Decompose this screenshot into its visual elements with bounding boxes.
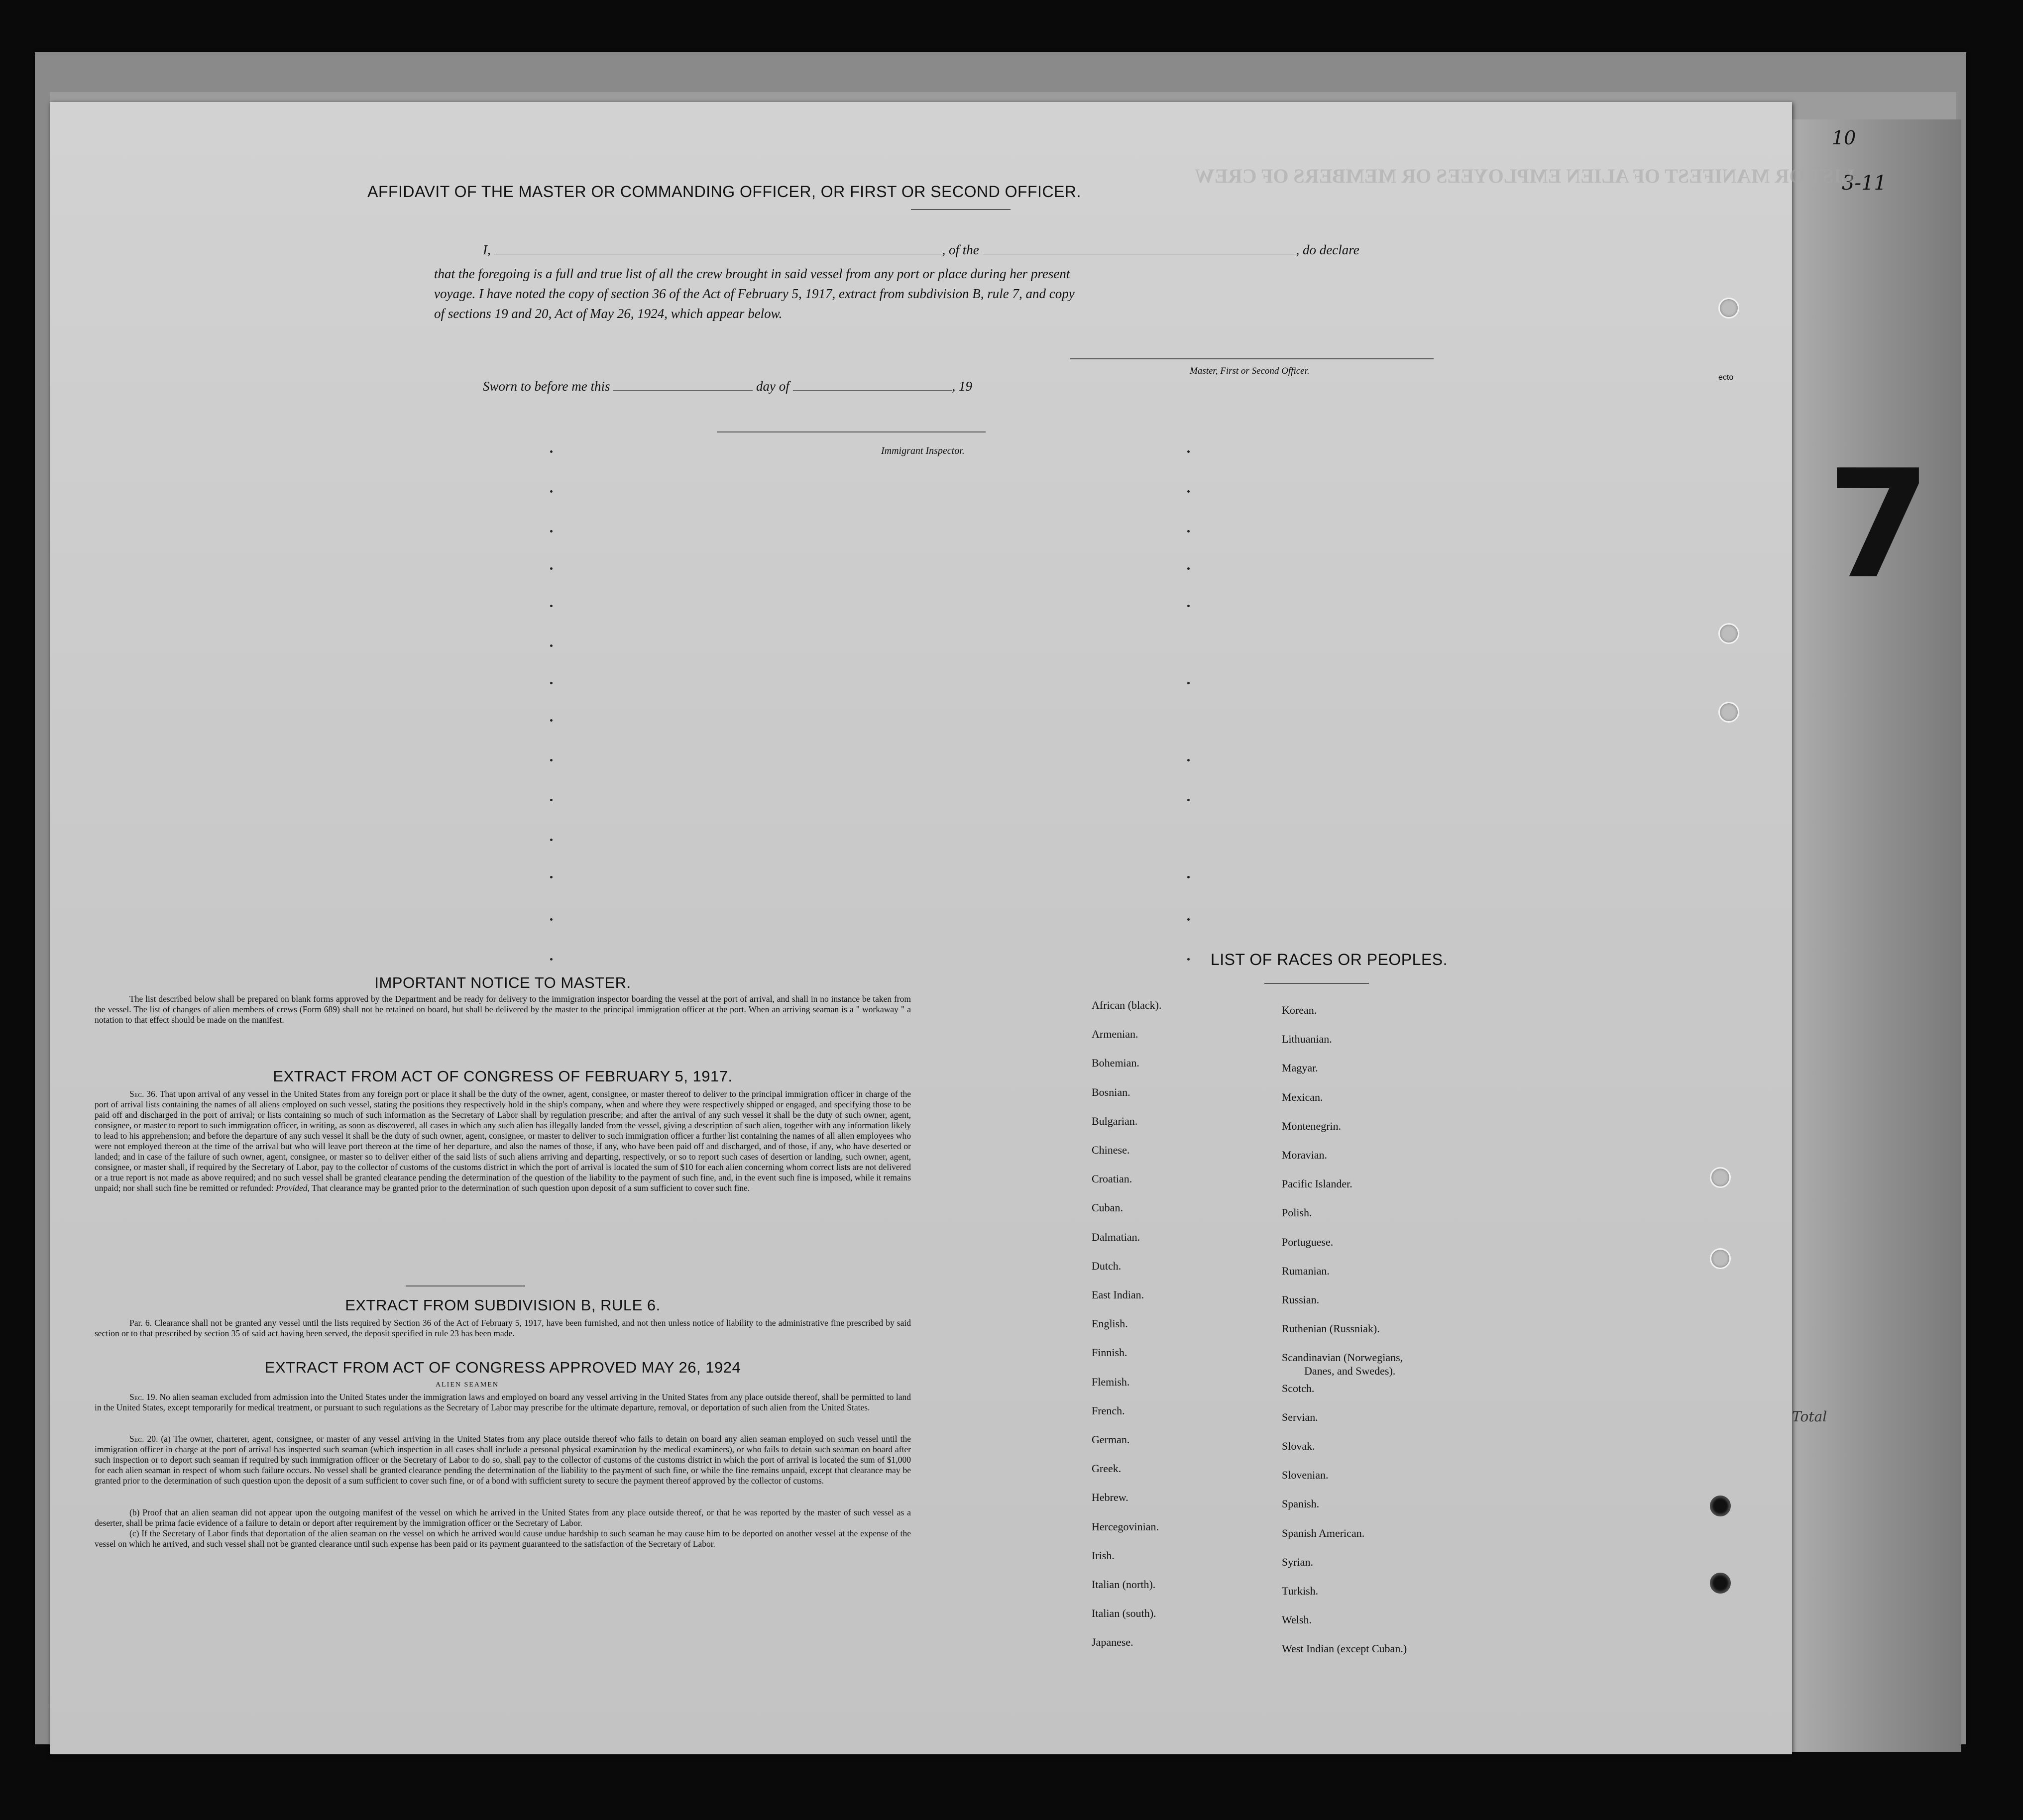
race-item: Welsh. xyxy=(1282,1613,1312,1626)
inspector-signature-line[interactable] xyxy=(717,431,986,432)
race-item: Croatian. xyxy=(1092,1173,1132,1185)
sec36-label: Sec. 36. xyxy=(129,1089,158,1099)
year-label: , 19 xyxy=(952,379,972,394)
punch-hole xyxy=(1710,1167,1731,1188)
race-item: Hebrew. xyxy=(1092,1491,1128,1504)
race-item: Armenian. xyxy=(1092,1028,1138,1041)
race-item: Italian (south). xyxy=(1092,1607,1156,1620)
dot-mark xyxy=(1187,450,1190,453)
races-rule xyxy=(1264,983,1369,984)
punch-hole xyxy=(1718,702,1739,723)
race-item: German. xyxy=(1092,1433,1130,1446)
race-item: Greek. xyxy=(1092,1462,1122,1475)
underlying-page-edge xyxy=(1762,119,1961,1752)
dot-mark xyxy=(550,876,553,878)
affidavit-title: AFFIDAVIT OF THE MASTER OR COMMANDING OFFICER, OR FIRST OR SECOND OFFICER. xyxy=(367,183,1081,201)
race-item: Korean. xyxy=(1282,1004,1317,1016)
bleed-through-header: LIST OR MANIFEST OF ALIEN EMPLOYEES OR MEMBERS OF CREW xyxy=(1195,165,1855,187)
race-item: Chinese. xyxy=(1092,1144,1130,1156)
do-declare-label: , do declare xyxy=(1296,242,1359,257)
race-item: Dutch. xyxy=(1092,1259,1122,1272)
sec36-text: That upon arrival of any vessel in the United States from any foreign port or place it shall be the duty of the owner, agent, consignee, or master thereof to deliver to the principal immigration officer in charge of the port of arrival lists containing the names of all aliens employed on such vessel, stating the positions they respectively hold in the ship's company, when and where they were respectively shipped or engaged, and specifying those to be paid off and discharged in the port of arrival; or lists containing so much of such information as the Secretary of Labor shall by regulation prescribe; and after the arrival of any such vessel it shall be the duty of such owner, agent, consignee, or master to report to such immigration officer, in writing, as soon as discovered, all cases in which any such alien has illegally landed from the vessel, giving a description of such alien, together with any information likely to lead to his apprehension; and before the departure of any such vessel it shall be the duty of such owner, agent, consignee, or master to deliver to such immigration officer a further list containing the names of all alien employees who were not employed thereon at the time of the arrival but who will leave port thereon at the time of her departure, and also the names of those, if any, who have been paid off and discharged, and of those, if any, who have deserted or landed; and in case of the failure of such owner, agent, consignee, or master so to deliver either of the said lists of such aliens arriving and departing, respectively, or so to report such cases of desertion or landing, such owner, agent, consignee, or master shall, if required by the Secretary of Labor, pay to the collector of customs of the customs district in which the port of arrival is located the sum of $10 for each alien concerning whom correct lists are not delivered or a true report is not made as above required; and no such vessel shall be granted clearance pending the determination of the question of the liability to the payment of such fine, and, in the event such fine is imposed, while it remains unpaid; nor shall such fine be remitted or refunded: xyxy=(95,1089,911,1193)
race-item: Rumanian. xyxy=(1282,1264,1330,1277)
race-item: Spanish. xyxy=(1282,1498,1320,1510)
master-signature-line[interactable] xyxy=(1070,358,1434,359)
dot-mark xyxy=(550,605,553,607)
race-item: Mexican. xyxy=(1282,1090,1323,1103)
race-item: Moravian. xyxy=(1282,1149,1328,1161)
margin-note-second: 3-11 xyxy=(1842,172,1887,195)
race-item-continuation: Danes, and Swedes). xyxy=(1304,1365,1396,1378)
sec19-text xyxy=(95,1392,911,1413)
sworn-label: Sworn to before me this xyxy=(483,379,610,394)
race-item: Portuguese. xyxy=(1282,1235,1334,1248)
race-item: Flemish. xyxy=(1092,1375,1130,1388)
dot-mark xyxy=(550,567,553,570)
race-item: French. xyxy=(1092,1404,1125,1417)
punch-hole xyxy=(1710,1496,1731,1516)
dot-mark xyxy=(1187,530,1190,533)
dot-mark xyxy=(550,839,553,841)
race-item: Irish. xyxy=(1092,1549,1115,1562)
race-item: West Indian (except Cuban.) xyxy=(1282,1642,1407,1655)
side-stamp: ecto xyxy=(1718,373,1734,382)
margin-note-top: 10 xyxy=(1832,127,1856,149)
master-signature-label: Master, First or Second Officer. xyxy=(1190,366,1310,376)
title-rule xyxy=(911,209,1011,210)
affidavit-text-3: voyage. I have noted the copy of section 36 of the Act of February 5, 1917, extract from subdivision B, rule 7, and copy xyxy=(434,286,1075,301)
dot-mark xyxy=(550,530,553,533)
dot-mark xyxy=(1187,876,1190,878)
dot-mark xyxy=(550,799,553,801)
race-item: Servian. xyxy=(1282,1410,1318,1423)
race-item: Polish. xyxy=(1282,1206,1312,1219)
race-item: Cuban. xyxy=(1092,1201,1123,1214)
notice-text: The list described below shall be prepared on blank forms approved by the Department and be ready for delivery to the immigration inspector boarding the vessel at the port of arrival, and shall in no instance be taken from the vessel. The list of changes of alien members of crews (Form 689) shall not be retained on board, but shall be delivered by the master to the principal immigration officer at the port. When an arriving seaman is a " workaway " a notation to that effect should be made on the manifest. xyxy=(95,994,911,1025)
dot-mark xyxy=(550,719,553,722)
sec19-label: Sec. 19. xyxy=(129,1392,157,1402)
dot-mark xyxy=(550,918,553,921)
race-item: Syrian. xyxy=(1282,1555,1313,1568)
race-item: Japanese. xyxy=(1092,1636,1133,1649)
race-item: Hercegovinian. xyxy=(1092,1520,1159,1533)
dot-mark xyxy=(550,450,553,453)
dot-mark xyxy=(550,682,553,684)
dot-mark xyxy=(550,759,553,761)
dot-mark xyxy=(1187,918,1190,921)
race-item: Slovak. xyxy=(1282,1440,1315,1452)
race-item: Bohemian. xyxy=(1092,1057,1139,1070)
dot-mark xyxy=(550,644,553,647)
race-item: Turkish. xyxy=(1282,1585,1319,1597)
sec19-body: No alien seaman excluded from admission into the United States under the immigration laws and employed on board any vessel arriving in the United States from any place outside thereof, shall be permitted to land in the United States, except temporarily for medical treatment, or pursuant to such regulations as the Secretary of Labor may prescribe for the ultimate departure, removal, or deportation of such alien from the United States. xyxy=(95,1392,911,1412)
declaration-line xyxy=(483,242,1359,258)
section-rule xyxy=(406,1285,525,1286)
race-item: African (black). xyxy=(1092,999,1162,1011)
sec20b-text: (b) Proof that an alien seaman did not appear upon the outgoing manifest of the vessel on which he arrived in the United States from any place outside thereof, or that he was reported by the master of such vessel as a deserter, shall be prima facie evidence of a failure to detain or deport after requirement by the immigration officer or the Secretary of Labor. xyxy=(95,1507,911,1528)
declare-i-label: I, xyxy=(483,242,491,257)
sec36-proviso: Provided, xyxy=(276,1183,310,1193)
of-the-label: , of the xyxy=(942,242,979,257)
punch-hole xyxy=(1710,1248,1731,1269)
sworn-month-field[interactable] xyxy=(793,390,952,391)
punch-hole xyxy=(1718,298,1739,319)
dot-mark xyxy=(1187,799,1190,801)
dot-mark xyxy=(550,490,553,493)
rule6-heading: EXTRACT FROM SUBDIVISION B, RULE 6. xyxy=(345,1296,661,1314)
dot-mark xyxy=(1187,759,1190,761)
dot-mark xyxy=(1187,490,1190,493)
dot-mark xyxy=(1187,682,1190,684)
sec20a-text xyxy=(95,1434,911,1486)
notice-heading: IMPORTANT NOTICE TO MASTER. xyxy=(374,974,631,991)
margin-big-digit: 7 xyxy=(1827,438,1931,612)
extract-1917-heading: EXTRACT FROM ACT OF CONGRESS OF FEBRUARY 5, 1917. xyxy=(273,1068,733,1085)
race-item: Bulgarian. xyxy=(1092,1114,1138,1127)
race-item: East Indian. xyxy=(1092,1288,1144,1301)
punch-hole xyxy=(1710,1573,1731,1594)
race-item: Italian (north). xyxy=(1092,1578,1156,1591)
inspector-signature-label: Immigrant Inspector. xyxy=(881,445,965,456)
race-item: Bosnian. xyxy=(1092,1085,1130,1098)
sec20c-text: (c) If the Secretary of Labor finds that deportation of the alien seaman on the vessel on which he arrived would cause undue hardship to such seaman he may cause him to be deported on another vessel at the expense of the vessel on which he arrived, and such vessel shall not be granted clearance until such expense has been paid or its payment guaranteed to the satisfaction of the Secretary of Labor. xyxy=(95,1528,911,1549)
sec20a-body: (a) The owner, charterer, agent, consignee, or master of any vessel arriving in the United States from any place outside thereof who fails to detain on board any alien seaman employed on such vessel until the immigration officer in charge at the port of arrival has inspected such seaman (which inspection in all cases shall include a personal physical examination by the medical examiners), or who fails to detain such seaman on board after such inspection or to deport such seaman if required by such immigration officer or the Secretary of Labor to do so, shall pay to the collector of customs of the customs district in which the port of arrival is located the sum of $1,000 for each alien seaman in respect of whom such failure occurs. No vessel shall be granted clearance pending the determination of the liability to the payment of such fine, or while the fine remains unpaid, except that clearance may be granted prior to the determination of such question upon the deposit of a sum sufficient to cover such fine, or of a bond with sufficient surety to secure the payment thereof approved by the collector of customs. xyxy=(95,1434,911,1486)
dot-mark xyxy=(1187,605,1190,607)
race-item: Magyar. xyxy=(1282,1062,1318,1074)
punch-hole xyxy=(1718,623,1739,644)
sec36-text-end: That clearance may be granted prior to the determination of such question upon deposit of a sum sufficient to cover such fine. xyxy=(311,1183,750,1193)
race-item: Lithuanian. xyxy=(1282,1033,1332,1046)
sworn-day-field[interactable] xyxy=(613,390,753,391)
race-item: English. xyxy=(1092,1317,1128,1330)
race-item: Scandinavian (Norwegians, xyxy=(1282,1351,1403,1364)
sworn-line xyxy=(483,379,972,394)
race-item: Dalmatian. xyxy=(1092,1230,1140,1243)
affidavit-text-2: that the foregoing is a full and true list of all the crew brought in said vessel from any port or place during her present xyxy=(434,266,1070,281)
extract-1917-text xyxy=(95,1089,911,1193)
race-item: Montenegrin. xyxy=(1282,1119,1342,1132)
race-item: Spanish American. xyxy=(1282,1526,1365,1539)
race-item: Pacific Islander. xyxy=(1282,1178,1352,1190)
race-item: Finnish. xyxy=(1092,1346,1127,1359)
extract-1924-heading: EXTRACT FROM ACT OF CONGRESS APPROVED MAY 26, 1924 xyxy=(264,1359,741,1376)
alien-seamen-subheading: ALIEN SEAMEN xyxy=(436,1381,499,1389)
race-item: Scotch. xyxy=(1282,1382,1315,1394)
dot-mark xyxy=(1187,567,1190,570)
dot-mark xyxy=(550,958,553,961)
underlying-total-label: Total xyxy=(1792,1408,1827,1425)
race-item: Russian. xyxy=(1282,1293,1320,1306)
day-of-label: day of xyxy=(756,379,789,394)
race-item: Ruthenian (Russniak). xyxy=(1282,1322,1380,1335)
rule6-text: Par. 6. Clearance shall not be granted any vessel until the lists required by Section 36 of the Act of February 5, 1917, have been furnished, and not then unless notice of liability to the administrative fine prescribed by said section or to that prescribed by section 35 of said act having been served, the deposit specified in rule 23 has been made. xyxy=(95,1318,911,1338)
race-item: Slovenian. xyxy=(1282,1469,1329,1482)
sec20-label: Sec. 20. xyxy=(129,1434,158,1444)
affidavit-text-4: of sections 19 and 20, Act of May 26, 1924, which appear below. xyxy=(434,306,783,321)
races-heading: LIST OF RACES OR PEOPLES. xyxy=(1210,951,1448,968)
